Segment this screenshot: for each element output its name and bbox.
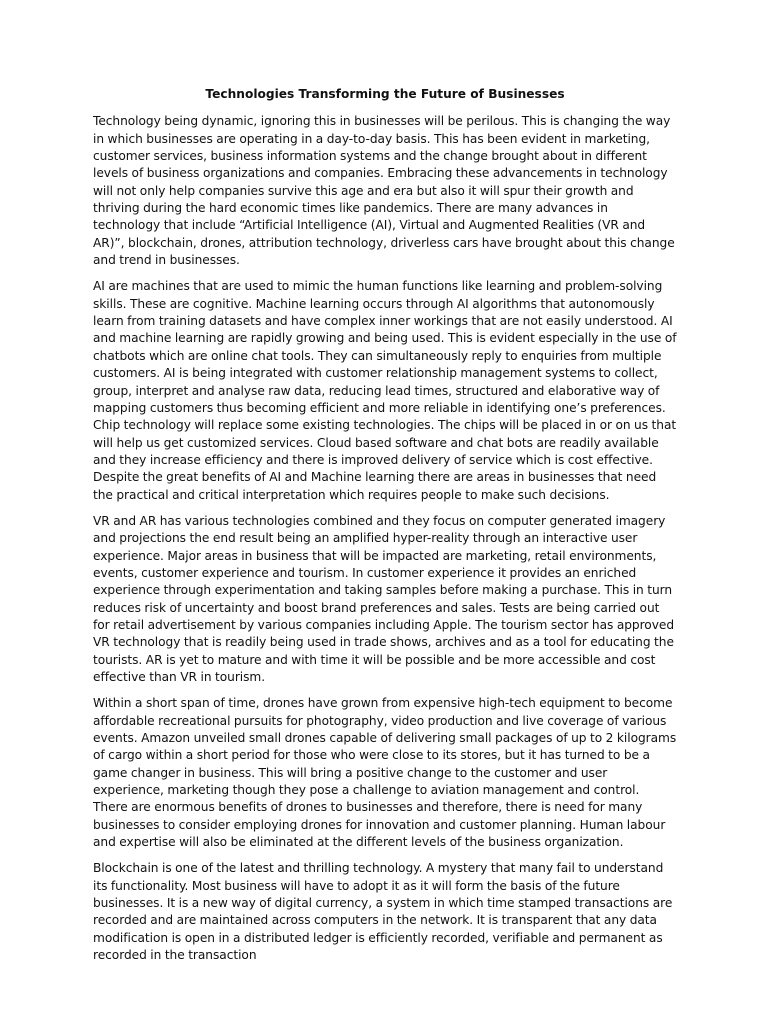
paragraph-ai: AI are machines that are used to mimic the human functions like learning and problem-solving skills. These are cognitive. Machine learning occurs through AI algorithms that autonomously learn from training datasets and have complex inner workings that are not easily understood. AI and machine learning are rapidly growing and being used. This is evident especially in the use of chatbots which are online chat tools. They can simultaneously reply to enquiries from multiple customers. AI is being integrated with customer relationship management systems to collect, group, interpret and analyse raw data, reducing lead times, structured and elaborative way of mapping customers thus becoming efficient and more reliable in identifying one’s preferences. Chip technology will replace some existing technologies. The chips will be placed in or on us that will help us get customized services. Cloud based software and chat bots are readily available and they increase efficiency and there is improved delivery of service which is cost effective. Despite the great benefits of AI and Machine learning there are areas in businesses that need the practical and critical interpretation which requires people to make such decisions. (93, 279, 677, 502)
document-body (93, 86, 677, 974)
paragraph-drones: Within a short span of time, drones have grown from expensive high-tech equipment to become affordable recreational pursuits for photography, video production and live coverage of various events. Amazon unveiled small drones capable of delivering small packages of up to 2 kilograms of cargo within a short period for those who were close to its stores, but it has turned to be a game changer in business. This will bring a positive change to the customer and user experience, marketing though they pose a challenge to aviation management and control. There are enormous benefits of drones to businesses and therefore, there is need for many businesses to consider employing drones for innovation and customer planning. Human labour and expertise will also be eliminated at the different levels of the business organization. (93, 696, 677, 850)
document-title: Technologies Transforming the Future of Businesses (205, 87, 565, 101)
paragraph-blockchain: Blockchain is one of the latest and thrilling technology. A mystery that many fail to understand its functionality. Most business will have to adopt it as it will form the basis of the future businesses. It is a new way of digital currency, a system in which time stamped transactions are recorded and are maintained across computers in the network. It is transparent that any data modification is open in a distributed ledger is efficiently recorded, verifiable and permanent as recorded in the transaction (93, 861, 673, 963)
paragraph-intro: Technology being dynamic, ignoring this in businesses will be perilous. This is changing the way in which businesses are operating in a day-to-day basis. This has been evident in marketing, customer services, business information systems and the change brought about in different levels of business organizations and companies. Embracing these advancements in technology will not only help companies survive this age and era but also it will spur their growth and thriving during the hard economic times like pandemics. There are many advances in technology that include “Artificial Intelligence (AI), Virtual and Augmented Realities (VR and AR)”, blockchain, drones, attribution technology, driverless cars have brought about this change and trend in businesses. (93, 114, 675, 268)
paragraph-vr-ar: VR and AR has various technologies combined and they focus on computer generated imagery and projections the end result being an amplified hyper-reality through an interactive user experience. Major areas in business that will be impacted are marketing, retail environments, events, customer experience and tourism. In customer experience it provides an enriched experience through experimentation and taking samples before making a purchase. This in turn reduces risk of uncertainty and boost brand preferences and sales. Tests are being carried out for retail advertisement by various companies including Apple. The tourism sector has approved VR technology that is readily being used in trade shows, archives and as a tool for educating the tourists. AR is yet to mature and with time it will be possible and be more accessible and cost effective than VR in tourism. (93, 513, 675, 684)
